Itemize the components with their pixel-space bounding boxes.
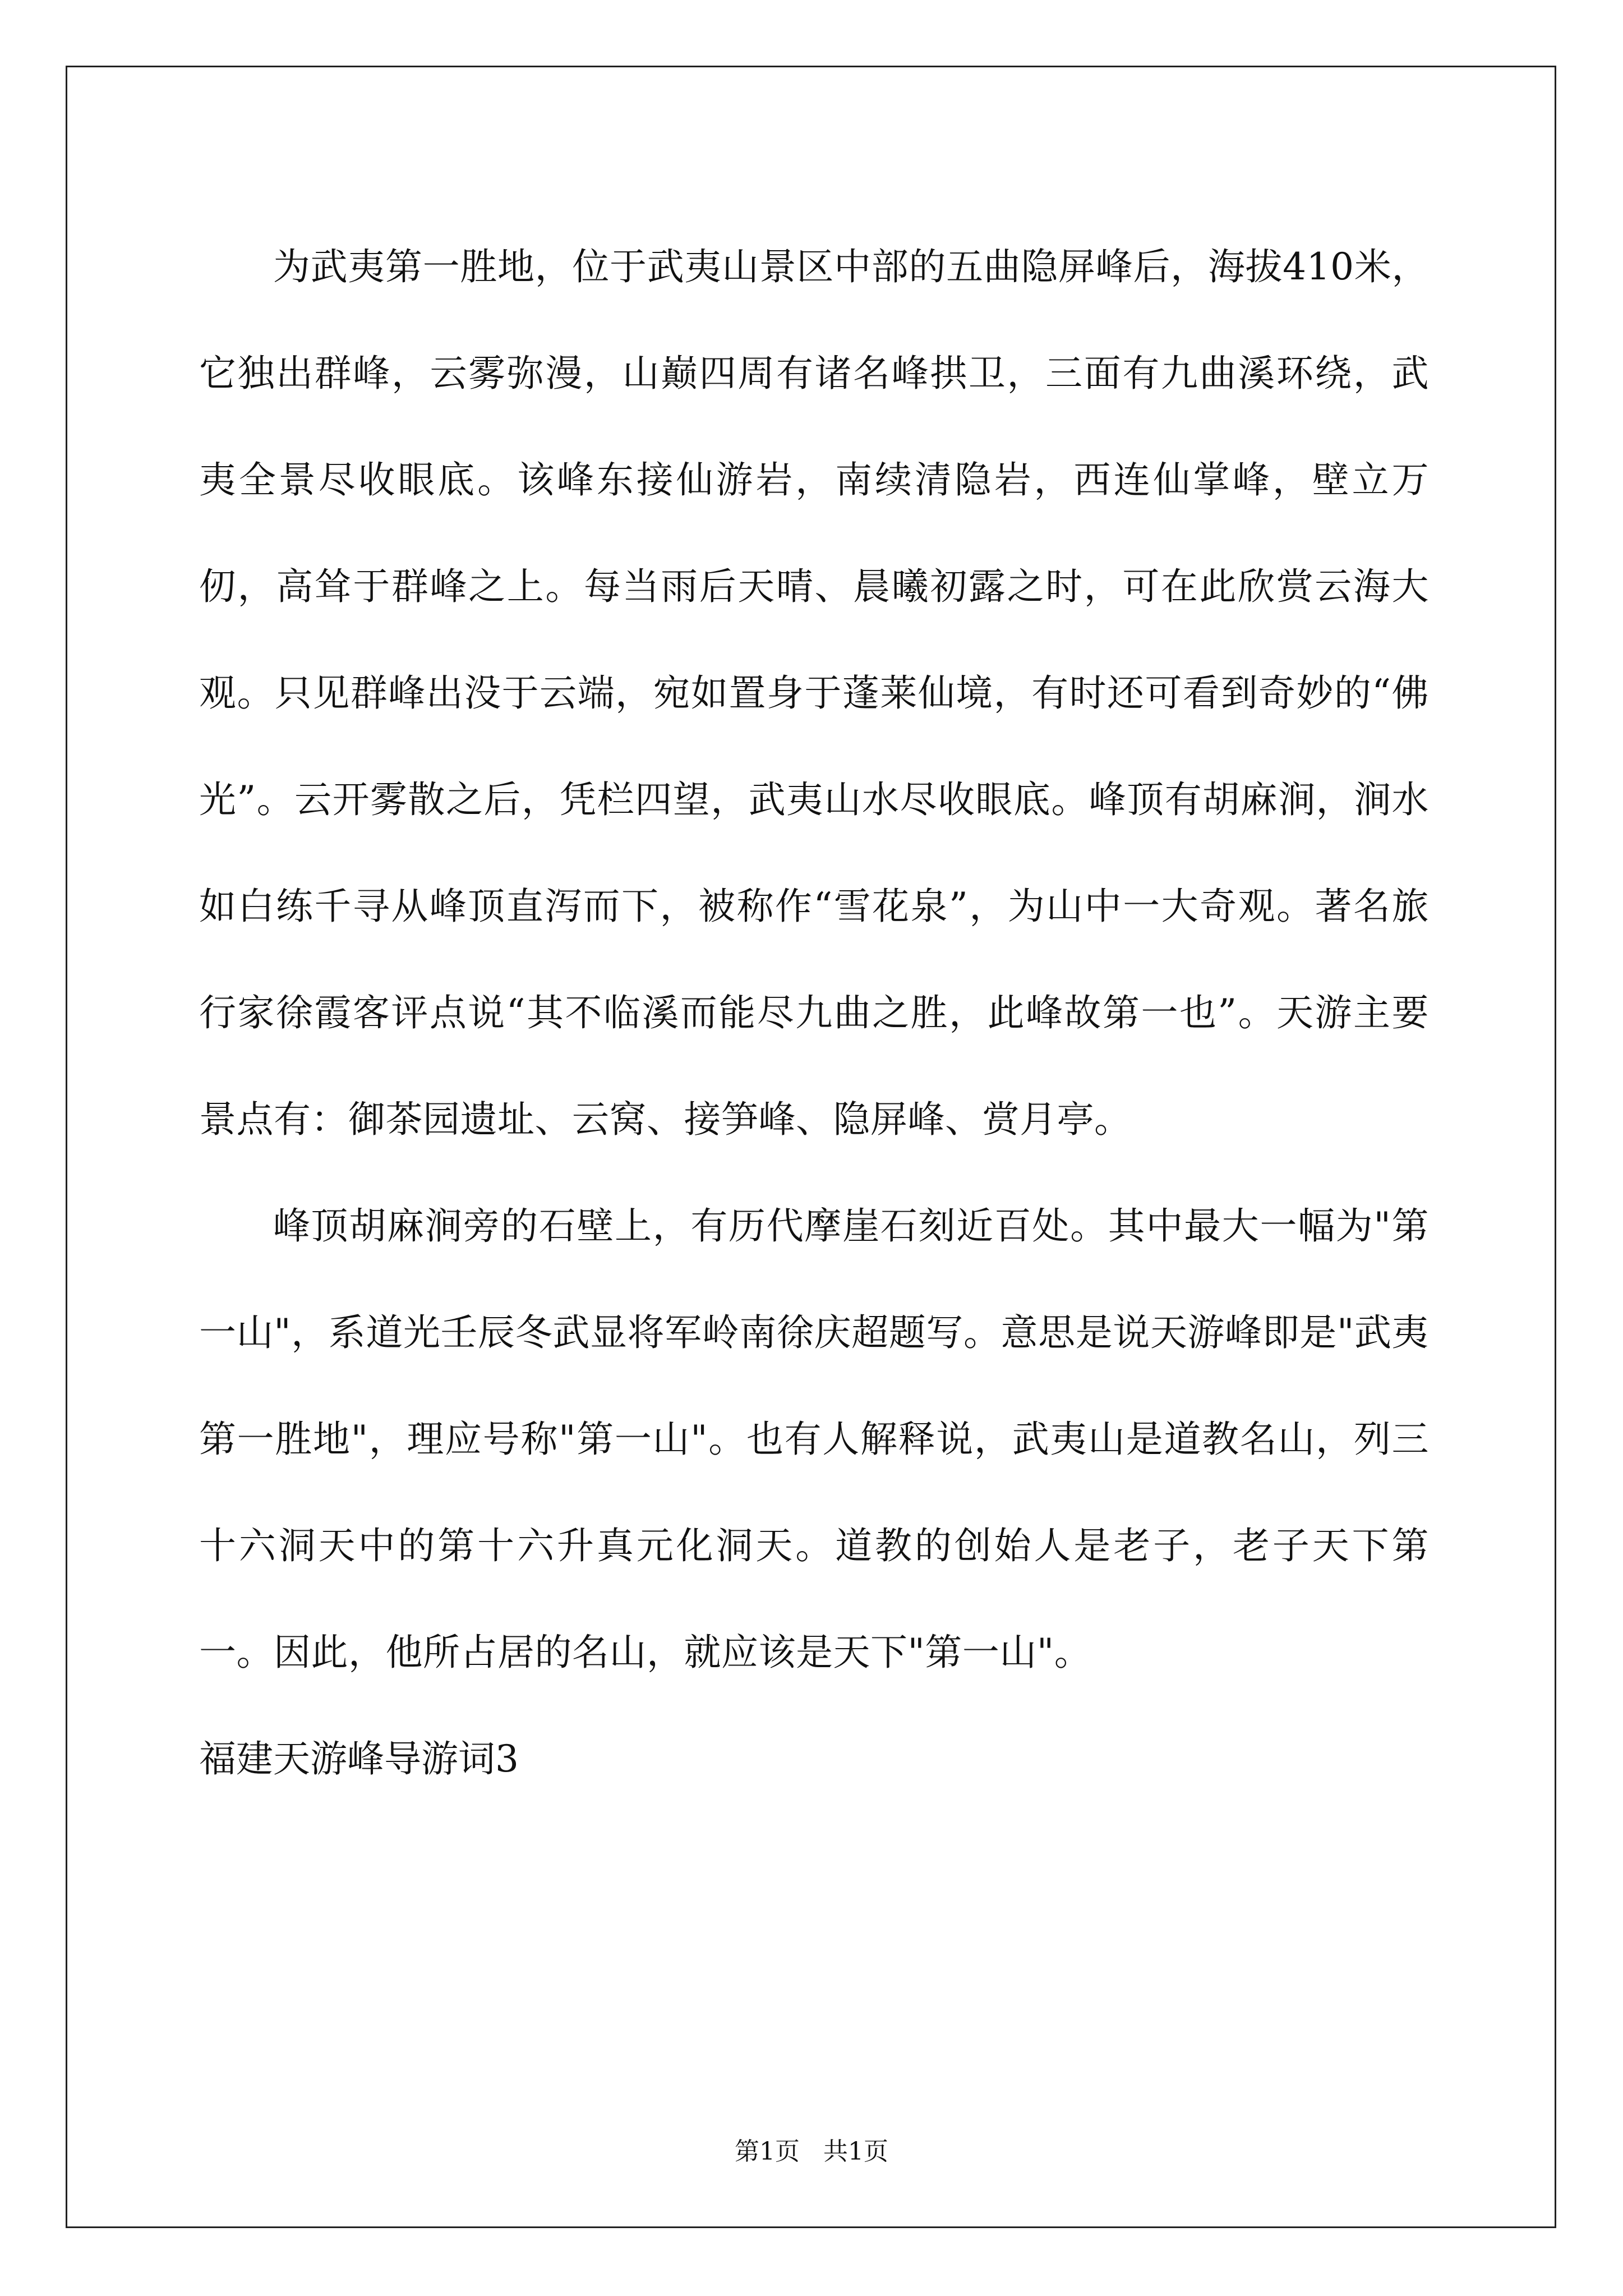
document-body bbox=[199, 214, 1429, 1812]
page-number: 第1页 bbox=[735, 2137, 800, 2166]
paragraph-2: 峰顶胡麻涧旁的石壁上，有历代摩崖石刻近百处。其中最大一幅为"第一山"，系道光壬辰冬武显将军岭南徐庆超题写。意思是说天游峰即是"武夷第一胜地"，理应号称"第一山"。也有人解释说，武夷山是道教名山，列三十六洞天中的第十六升真元化洞天。道教的创始人是老子，老子天下第一。因此，他所占居的名山，就应该是天下"第一山"。 bbox=[199, 1204, 1429, 1674]
paragraph-1: 为武夷第一胜地，位于武夷山景区中部的五曲隐屏峰后，海拔410米，它独出群峰，云雾弥漫，山巅四周有诸名峰拱卫，三面有九曲溪环绕，武夷全景尽收眼底。该峰东接仙游岩，南续清隐岩，西连仙掌峰，壁立万仞，高耸于群峰之上。每当雨后天晴、晨曦初露之时，可在此欣赏云海大观。只见群峰出没于云端，宛如置身于蓬莱仙境，有时还可看到奇妙的“佛光”。云开雾散之后，凭栏四望，武夷山水尽收眼底。峰顶有胡麻涧，涧水如白练千寻从峰顶直泻而下，被称作“雪花泉”，为山中一大奇观。著名旅行家徐霞客评点说“其不临溪而能尽九曲之胜，此峰故第一也”。天游主要景点有：御茶园遗址、云窝、接笋峰、隐屏峰、赏月亭。 bbox=[199, 245, 1429, 1141]
section-heading: 福建天游峰导游词3 bbox=[199, 1737, 519, 1780]
page-footer bbox=[0, 2135, 1623, 2169]
page-total: 共1页 bbox=[823, 2137, 888, 2166]
